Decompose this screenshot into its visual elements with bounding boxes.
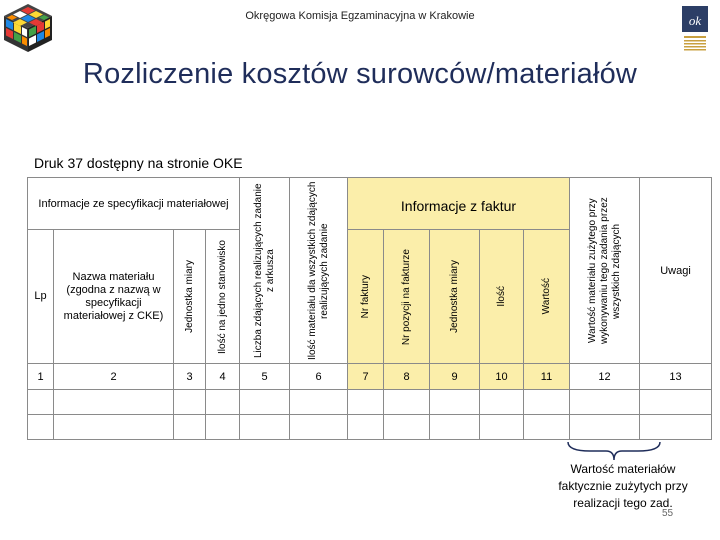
- col-number: 9: [430, 364, 480, 390]
- page-title: Rozliczenie kosztów surowców/materiałów: [82, 58, 638, 90]
- header-nazwa: Nazwa materiału (zgodna z nazwą w specyfikacji materiałowej z CKE): [54, 230, 174, 364]
- header-liczba-zdajacych: Liczba zdających realizujących zadanie z arkusza: [240, 178, 290, 364]
- col-number: 8: [384, 364, 430, 390]
- col-number: 3: [174, 364, 206, 390]
- annotation-note: Wartość materiałów faktycznie zużytych przy realizacji tego zad.: [558, 462, 688, 510]
- header-text: Okręgowa Komisja Egzaminacyjna w Krakowie: [245, 10, 475, 22]
- table-cell[interactable]: [524, 415, 570, 440]
- number-row: [28, 364, 712, 390]
- table-cell[interactable]: [640, 390, 712, 415]
- col-number: 5: [240, 364, 290, 390]
- table-cell[interactable]: [640, 415, 712, 440]
- col-number: 4: [206, 364, 240, 390]
- col-number: 12: [570, 364, 640, 390]
- col-number: 7: [348, 364, 384, 390]
- table-row: [28, 415, 712, 440]
- table-cell[interactable]: [524, 390, 570, 415]
- table-cell[interactable]: [348, 415, 384, 440]
- header-ilosc: Ilość: [480, 230, 524, 364]
- table-cell[interactable]: [570, 390, 640, 415]
- header-lp: Lp: [28, 230, 54, 364]
- table-cell[interactable]: [570, 415, 640, 440]
- header-nr-faktury: Nr faktury: [348, 230, 384, 364]
- header-nr-pozycji: Nr pozycji na fakturze: [384, 230, 430, 364]
- header-ilosc-wszystkich: Ilość materiału dla wszystkich zdających realizujących zadanie: [290, 178, 348, 364]
- table-cell[interactable]: [290, 390, 348, 415]
- table-cell[interactable]: [240, 390, 290, 415]
- table-cell[interactable]: [54, 390, 174, 415]
- col-number: 13: [640, 364, 712, 390]
- table-cell[interactable]: [384, 415, 430, 440]
- table-cell[interactable]: [28, 415, 54, 440]
- curly-brace-icon: [566, 440, 662, 462]
- col-number: 1: [28, 364, 54, 390]
- table-cell[interactable]: [430, 390, 480, 415]
- table-cell[interactable]: [290, 415, 348, 440]
- rubiks-cube-icon: [2, 2, 54, 54]
- table-row: [28, 390, 712, 415]
- header-uwagi: Uwagi: [640, 178, 712, 364]
- costs-table: [27, 177, 712, 440]
- subtitle: Druk 37 dostępny na stronie OKE: [34, 155, 243, 171]
- col-number: 10: [480, 364, 524, 390]
- table-cell[interactable]: [384, 390, 430, 415]
- svg-text:ok: ok: [688, 13, 702, 28]
- page-number: 55: [662, 508, 674, 519]
- table-cell[interactable]: [54, 415, 174, 440]
- col-number: 11: [524, 364, 570, 390]
- table-cell[interactable]: [480, 390, 524, 415]
- header-jm2: Jednostka miary: [430, 230, 480, 364]
- header-wartosc: Wartość: [524, 230, 570, 364]
- group-spec-header: Informacje ze specyfikacji materiałowej: [28, 178, 240, 230]
- col-number: 6: [290, 364, 348, 390]
- table-cell[interactable]: [174, 415, 206, 440]
- table-cell[interactable]: [174, 390, 206, 415]
- table-cell[interactable]: [348, 390, 384, 415]
- oke-logo: [680, 6, 710, 60]
- header-wartosc-zuzytego: Wartość materiału zużytego przy wykonywaniu tego zadania przez wszystkich zdających: [570, 178, 640, 364]
- group-faktur-header: Informacje z faktur: [348, 178, 570, 230]
- table-cell[interactable]: [206, 415, 240, 440]
- header-ilosc-stanowisko: Ilość na jedno stanowisko: [206, 230, 240, 364]
- table-cell[interactable]: [240, 415, 290, 440]
- table-cell[interactable]: [430, 415, 480, 440]
- header-jm1: Jednostka miary: [174, 230, 206, 364]
- table-cell[interactable]: [28, 390, 54, 415]
- col-number: 2: [54, 364, 174, 390]
- table-cell[interactable]: [480, 415, 524, 440]
- table-cell[interactable]: [206, 390, 240, 415]
